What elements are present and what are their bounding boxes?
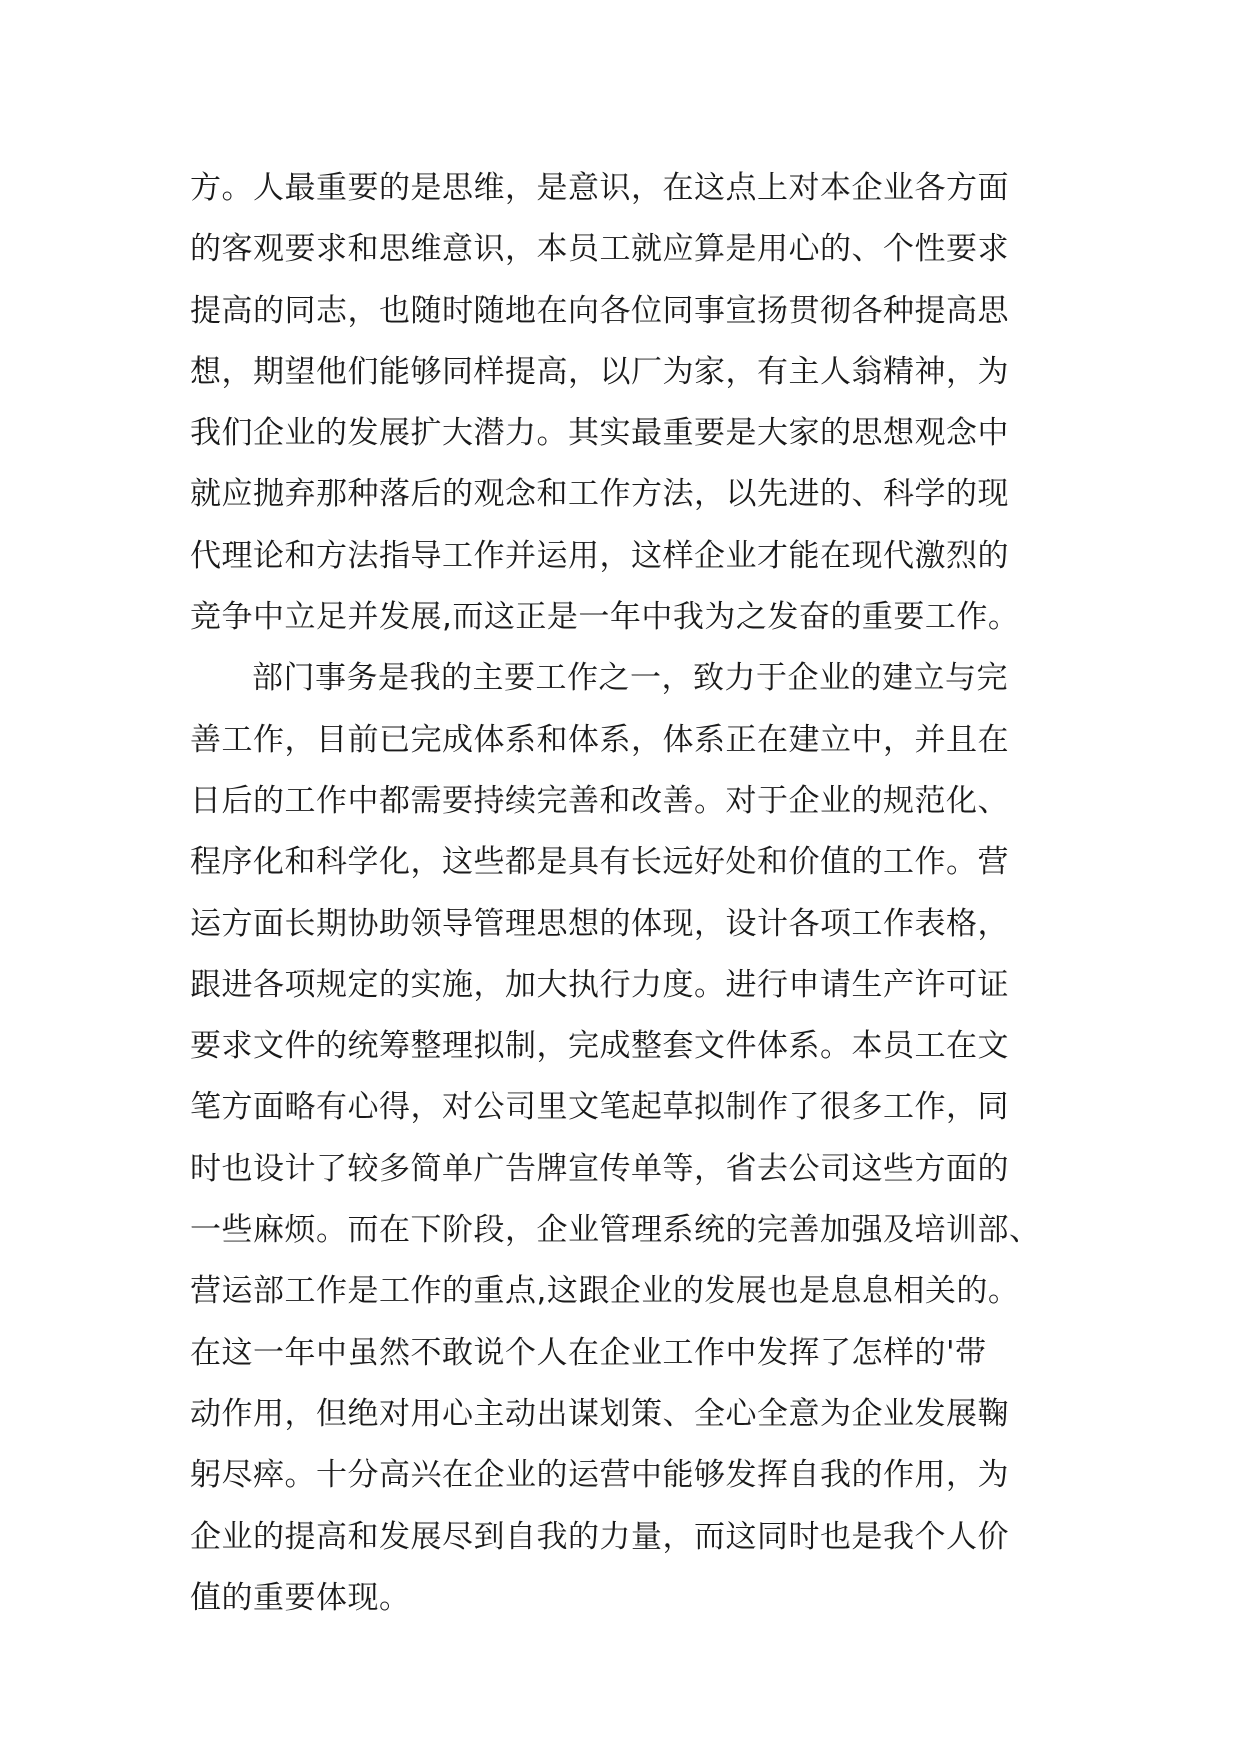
text-line: 跟进各项规定的实施，加大执行力度。进行申请生产许可证 (190, 966, 1009, 1003)
text-line: 我们企业的发展扩大潜力。其实最重要是大家的思想观念中 (190, 415, 1009, 452)
text-line-indented: 部门事务是我的主要工作之一，致力于企业的建立与完 (252, 660, 1008, 697)
text-line: 提高的同志，也随时随地在向各位同事宣扬贯彻各种提高思 (190, 292, 1009, 329)
text-line: 动作用，但绝对用心主动出谋划策、全心全意为企业发展鞠 (190, 1395, 1009, 1432)
text-line: 在这一年中虽然不敢说个人在企业工作中发挥了怎样的'带 (190, 1334, 987, 1371)
paragraph-continued (190, 158, 1050, 648)
text-line: 方。人最重要的是思维，是意识，在这点上对本企业各方面 (190, 170, 1009, 206)
text-line: 日后的工作中都需要持续完善和改善。对于企业的规范化、 (190, 782, 1009, 819)
paragraph-department-affairs (190, 648, 1050, 1629)
text-line: 企业的提高和发展尽到自我的力量，而这同时也是我个人价 (190, 1518, 1009, 1555)
text-line: 营运部工作是工作的重点,这跟企业的发展也是息息相关的。 (190, 1273, 1020, 1310)
text-line: 一些麻烦。而在下阶段，企业管理系统的完善加强及培训部、 (190, 1212, 1041, 1249)
text-line: 时也设计了较多简单广告牌宣传单等，省去公司这些方面的 (190, 1150, 1009, 1187)
text-line: 值的重要体现。 (190, 1579, 411, 1616)
text-line: 的客观要求和思维意识，本员工就应算是用心的、个性要求 (190, 231, 1009, 268)
text-line: 要求文件的统筹整理拟制，完成整套文件体系。本员工在文 (190, 1028, 1009, 1065)
text-line: 善工作，目前已完成体系和体系，体系正在建立中，并且在 (190, 721, 1009, 758)
text-line: 运方面长期协助领导管理思想的体现，设计各项工作表格， (190, 905, 1009, 942)
document-body (190, 158, 1050, 1629)
text-line: 就应抛弃那种落后的观念和工作方法，以先进的、科学的现 (190, 476, 1009, 513)
text-line: 想，期望他们能够同样提高，以厂为家，有主人翁精神，为 (190, 353, 1009, 390)
text-line: 竞争中立足并发展,而这正是一年中我为之发奋的重要工作。 (190, 599, 1020, 636)
text-line: 代理论和方法指导工作并运用，这样企业才能在现代激烈的 (190, 537, 1009, 574)
text-line: 躬尽瘁。十分高兴在企业的运营中能够发挥自我的作用，为 (190, 1457, 1009, 1494)
text-line: 笔方面略有心得，对公司里文笔起草拟制作了很多工作，同 (190, 1089, 1009, 1126)
text-line: 程序化和科学化，这些都是具有长远好处和价值的工作。营 (190, 844, 1009, 881)
